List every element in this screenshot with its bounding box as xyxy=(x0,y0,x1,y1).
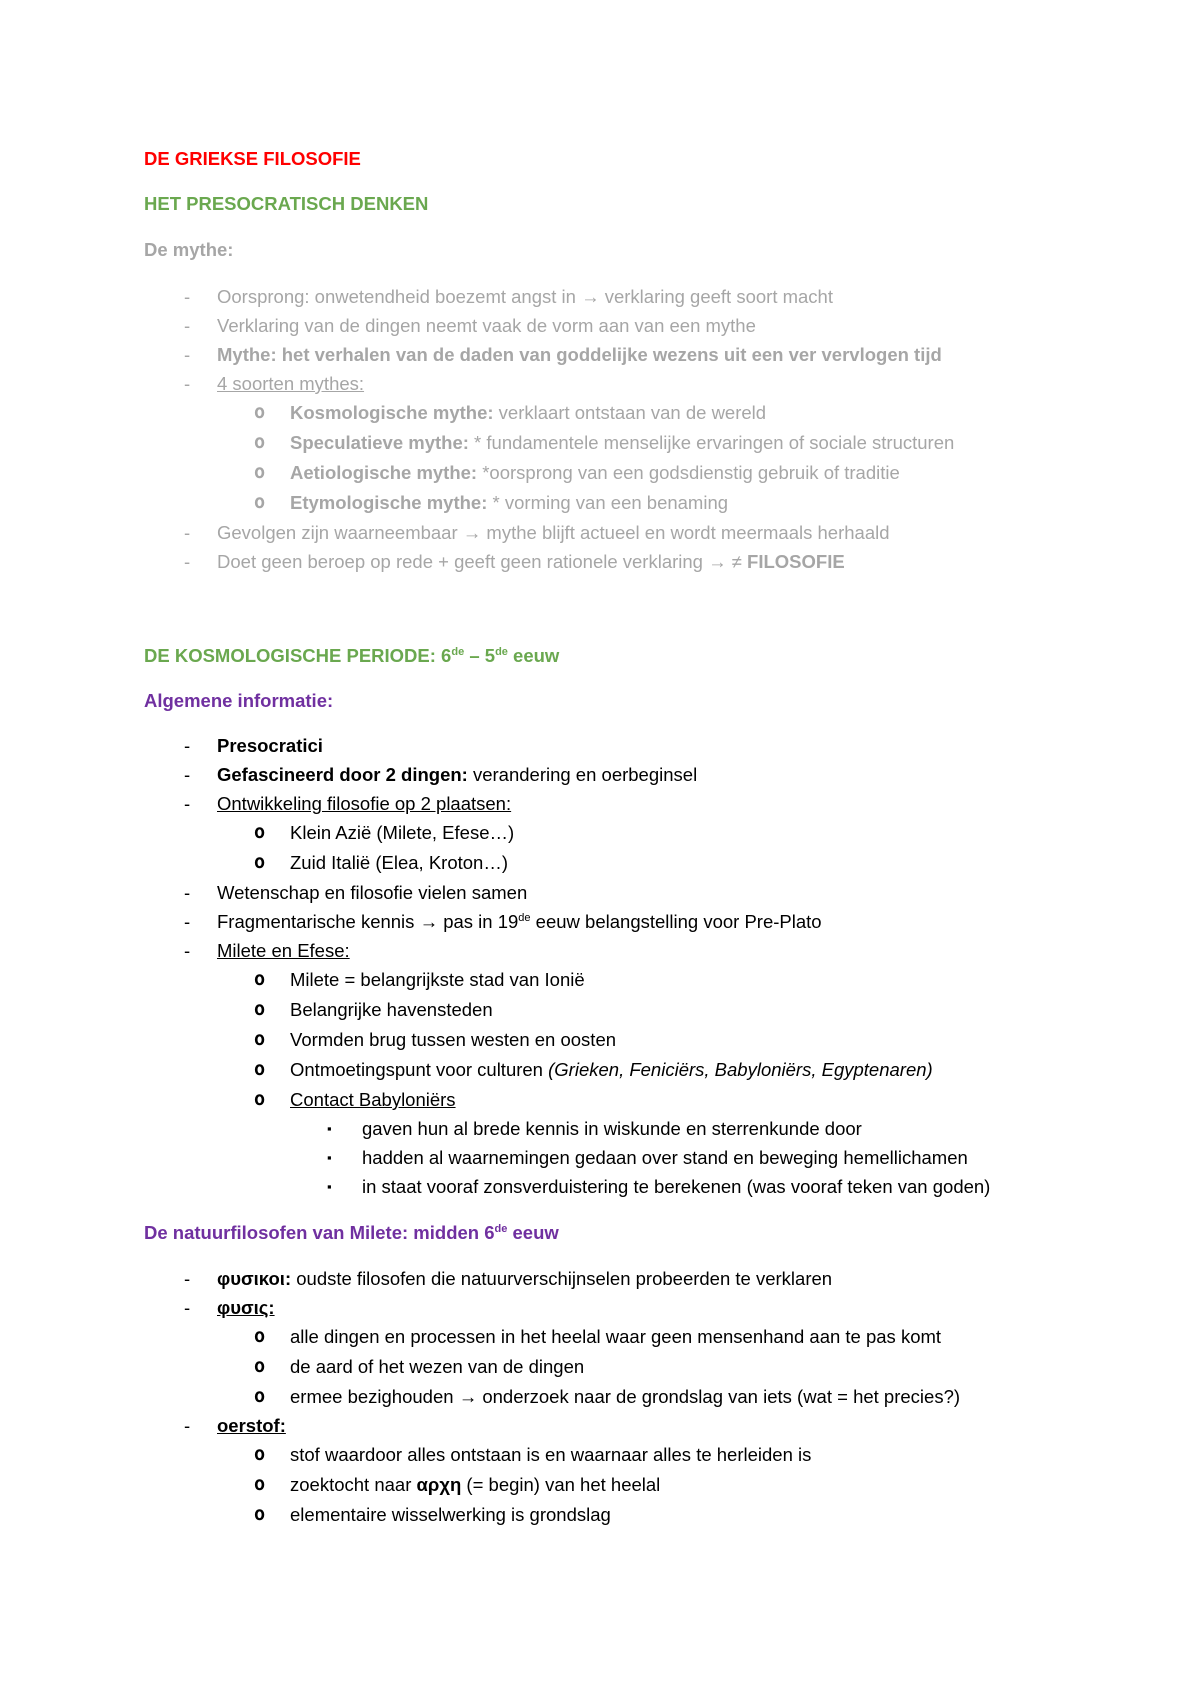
list-item: Mythe: het verhalen van de daden van goddelijke wezens uit een ver vervlogen tijd xyxy=(217,344,942,365)
dash-bullet: - xyxy=(184,1268,191,1289)
list-item: Oorsprong: onwetendheid boezemt angst in → verklaring geeft soort macht xyxy=(217,286,833,307)
sub-list-item: Klein Azië (Milete, Efese…) xyxy=(290,822,515,843)
sub-list-item: Ontmoetingspunt voor culturen (Grieken, Feniciërs, Babyloniërs, Egyptenaren) xyxy=(290,1059,933,1080)
document-title: DE GRIEKSE FILOSOFIE xyxy=(144,148,361,169)
subheading-de-mythe: De mythe: xyxy=(144,239,234,260)
dash-bullet: - xyxy=(184,1415,191,1436)
circle-bullet: o xyxy=(254,1029,266,1050)
dash-bullet: - xyxy=(184,315,191,336)
square-bullet: ▪ xyxy=(327,1121,332,1136)
sub-sub-list-item: in staat vooraf zonsverduistering te berekenen (was vooraf teken van goden) xyxy=(362,1176,991,1197)
list-item: φυσικοι: oudste filosofen die natuurverschijnselen probeerden te verklaren xyxy=(217,1268,833,1289)
dash-bullet: - xyxy=(184,344,191,365)
sub-list-item: Kosmologische mythe: verklaart ontstaan van de wereld xyxy=(290,402,767,423)
sub-list-item: stof waardoor alles ontstaan is en waarnaar alles te herleiden is xyxy=(290,1444,812,1465)
circle-bullet: o xyxy=(254,1059,266,1080)
circle-bullet: o xyxy=(254,1356,266,1377)
sub-list-item: ermee bezighouden → onderzoek naar de grondslag van iets (wat = het precies?) xyxy=(290,1386,961,1407)
circle-bullet: o xyxy=(254,999,266,1020)
circle-bullet: o xyxy=(254,462,266,483)
circle-bullet: o xyxy=(254,492,266,513)
sub-list-item: Zuid Italië (Elea, Kroton…) xyxy=(290,852,508,873)
circle-bullet: o xyxy=(254,1504,266,1525)
square-bullet: ▪ xyxy=(327,1179,332,1194)
arrow-icon: → xyxy=(581,286,600,307)
sub-sub-list-item: gaven hun al brede kennis in wiskunde en sterrenkunde door xyxy=(362,1118,862,1139)
list-item: φυσις: xyxy=(217,1297,275,1318)
dash-bullet: - xyxy=(184,286,191,307)
section-heading-natuurfilosofen: De natuurfilosofen van Milete: midden 6de eeuw xyxy=(144,1222,559,1243)
subheading-algemene-informatie: Algemene informatie: xyxy=(144,690,334,711)
arrow-icon: → xyxy=(462,522,482,543)
list-item: Wetenschap en filosofie vielen samen xyxy=(217,882,528,903)
sub-list-item: Milete = belangrijkste stad van Ionië xyxy=(290,969,585,990)
circle-bullet: o xyxy=(254,852,266,873)
list-item: Milete en Efese: xyxy=(217,940,350,961)
circle-bullet: o xyxy=(254,1326,266,1347)
circle-bullet: o xyxy=(254,1386,266,1407)
dash-bullet: - xyxy=(184,522,191,543)
sub-list-item: zoektocht naar αρχη (= begin) van het heelal xyxy=(290,1474,661,1495)
sub-sub-list-item: hadden al waarnemingen gedaan over stand en beweging hemellichamen xyxy=(362,1147,968,1168)
list-item: oerstof: xyxy=(217,1415,286,1436)
section-heading-presocratisch: HET PRESOCRATISCH DENKEN xyxy=(144,193,429,214)
dash-bullet: - xyxy=(184,940,191,961)
dash-bullet: - xyxy=(184,793,191,814)
arrow-icon: → xyxy=(419,911,439,932)
sub-list-item: elementaire wisselwerking is grondslag xyxy=(290,1504,611,1525)
square-bullet: ▪ xyxy=(327,1150,332,1165)
dash-bullet: - xyxy=(184,882,191,903)
sub-list-item: Speculatieve mythe: * fundamentele menselijke ervaringen of sociale structuren xyxy=(290,432,955,453)
sub-list-item: Etymologische mythe: * vorming van een benaming xyxy=(290,492,729,513)
circle-bullet: o xyxy=(254,1089,266,1110)
arrow-icon: → xyxy=(708,551,727,572)
list-item: Gefascineerd door 2 dingen: verandering en oerbeginsel xyxy=(217,764,698,785)
circle-bullet: o xyxy=(254,402,266,423)
circle-bullet: o xyxy=(254,1474,266,1495)
list-item: 4 soorten mythes: xyxy=(217,373,365,394)
dash-bullet: - xyxy=(184,373,191,394)
dash-bullet: - xyxy=(184,551,191,572)
sub-list-item: alle dingen en processen in het heelal waar geen mensenhand aan te pas komt xyxy=(290,1326,942,1347)
list-item: Verklaring van de dingen neemt vaak de vorm aan van een mythe xyxy=(217,315,756,336)
list-item: Presocratici xyxy=(217,735,323,756)
dash-bullet: - xyxy=(184,1297,191,1318)
dash-bullet: - xyxy=(184,735,191,756)
section-heading-kosmologische-periode: DE KOSMOLOGISCHE PERIODE: 6de – 5de eeuw xyxy=(144,645,560,666)
list-item: Ontwikkeling filosofie op 2 plaatsen: xyxy=(217,793,512,814)
dash-bullet: - xyxy=(184,911,191,932)
circle-bullet: o xyxy=(254,969,266,990)
circle-bullet: o xyxy=(254,1444,266,1465)
sub-list-item: Vormden brug tussen westen en oosten xyxy=(290,1029,617,1050)
circle-bullet: o xyxy=(254,822,266,843)
list-item: Doet geen beroep op rede + geeft geen rationele verklaring → ≠ FILOSOFIE xyxy=(217,551,845,572)
sub-list-item: de aard of het wezen van de dingen xyxy=(290,1356,585,1377)
sub-list-item: Belangrijke havensteden xyxy=(290,999,493,1020)
dash-bullet: - xyxy=(184,764,191,785)
sub-list-item: Aetiologische mythe: *oorsprong van een godsdienstig gebruik of traditie xyxy=(290,462,900,483)
circle-bullet: o xyxy=(254,432,266,453)
arrow-icon: → xyxy=(458,1386,478,1407)
sub-list-item: Contact Babyloniërs xyxy=(290,1089,456,1110)
list-item: Gevolgen zijn waarneembaar → mythe blijft actueel en wordt meermaals herhaald xyxy=(217,522,890,543)
list-item: Fragmentarische kennis → pas in 19de eeuw belangstelling voor Pre-Plato xyxy=(217,911,822,932)
